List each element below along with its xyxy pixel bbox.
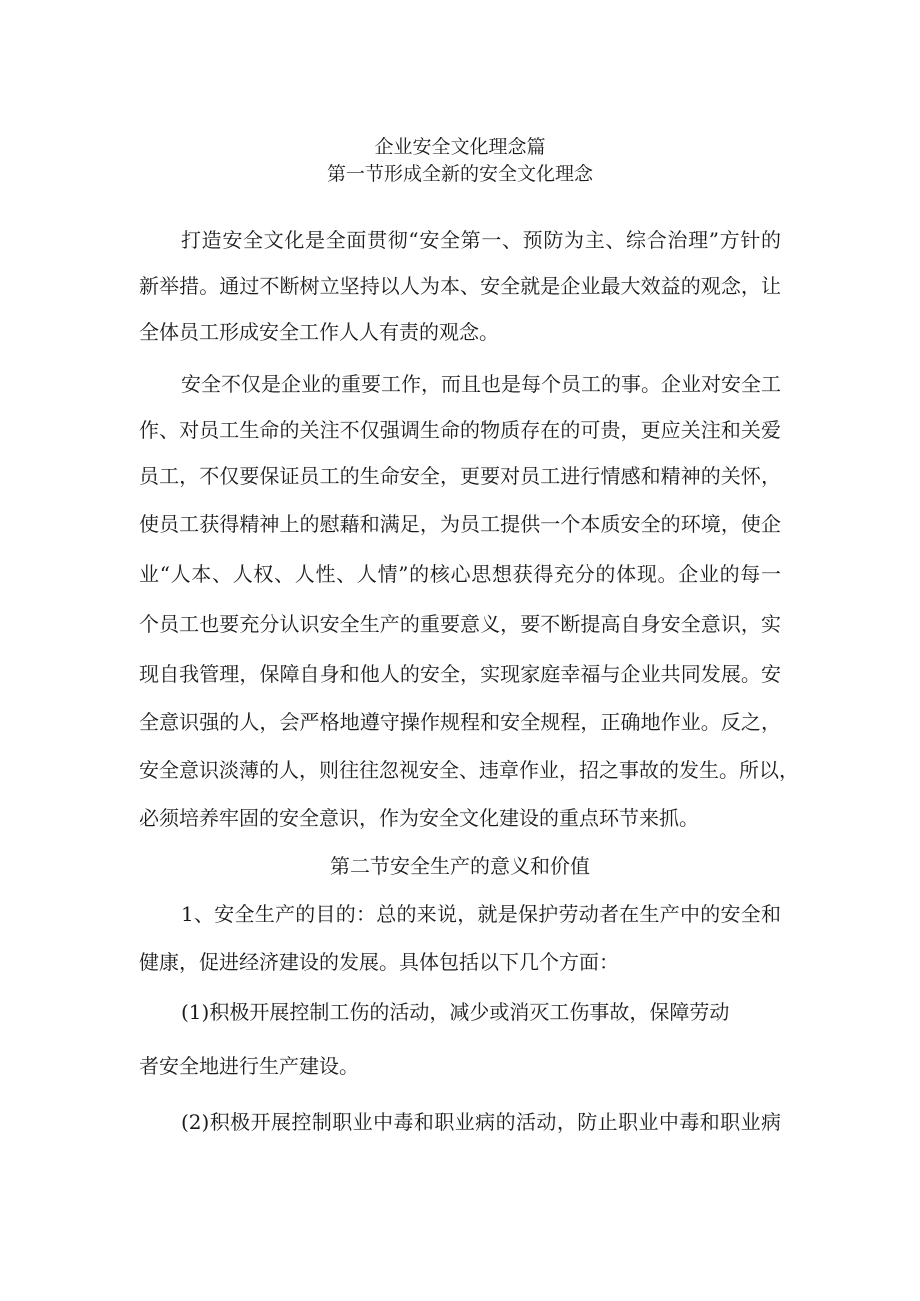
document-title: 企业安全文化理念篇 <box>374 136 546 158</box>
paragraph-2-line-4: 使员工获得精神上的慰藉和满足，为员工提供一个本质安全的环境，使企 <box>139 512 781 536</box>
paragraph-2-line-1: 安全不仅是企业的重要工作，而且也是每个员工的事。企业对安全工 <box>181 372 781 396</box>
paragraph-2-line-2: 作、对员工生命的关注不仅强调生命的物质存在的可贵，更应关注和关爱 <box>139 418 781 442</box>
paragraph-2-line-10: 必须培养牢固的安全意识，作为安全文化建设的重点环节来抓。 <box>139 806 699 830</box>
paragraph-1-line-1: 打造安全文化是全面贯彻“安全第一、预防为主、综合治理”方针的 <box>181 228 781 252</box>
paragraph-2-line-7: 现自我管理，保障自身和他人的安全，实现家庭幸福与企业共同发展。安 <box>139 662 781 686</box>
paragraph-1-line-2: 新举措。通过不断树立坚持以人为本、安全就是企业最大效益的观念，让 <box>139 274 781 298</box>
section-1-heading: 第一节形成全新的安全文化理念 <box>326 163 593 185</box>
paragraph-2-line-3: 员工，不仅要保证员工的生命安全，更要对员工进行情感和精神的关怀， <box>139 464 781 488</box>
item-1-line-1: (1)积极开展控制工伤的活动，减少或消灭工伤事故，保障劳动 <box>181 1000 730 1024</box>
paragraph-2-line-8: 全意识强的人，会严格地遵守操作规程和安全规程，正确地作业。反之， <box>139 710 781 734</box>
section-2-heading: 第二节安全生产的意义和价值 <box>330 854 590 878</box>
paragraph-3-line-2: 健康，促进经济建设的发展。具体包括以下几个方面： <box>139 950 619 974</box>
item-2-line-1: (2)积极开展控制职业中毒和职业病的活动，防止职业中毒和职业病 <box>181 1110 781 1134</box>
paragraph-1-line-3: 全体员工形成安全工作人人有责的观念。 <box>139 320 499 344</box>
paragraph-2-line-5: 业“人本、人权、人性、人情”的核心思想获得充分的体现。企业的每一 <box>139 562 781 586</box>
paragraph-3-line-1: 1、安全生产的目的：总的来说，就是保护劳动者在生产中的安全和 <box>181 902 781 926</box>
item-1-line-2: 者安全地进行生产建设。 <box>139 1054 359 1078</box>
paragraph-2-line-9: 安全意识淡薄的人，则往往忽视安全、违章作业，招之事故的发生。所以， <box>139 758 799 782</box>
paragraph-2-line-6: 个员工也要充分认识安全生产的重要意义，要不断提高自身安全意识，实 <box>139 612 781 636</box>
